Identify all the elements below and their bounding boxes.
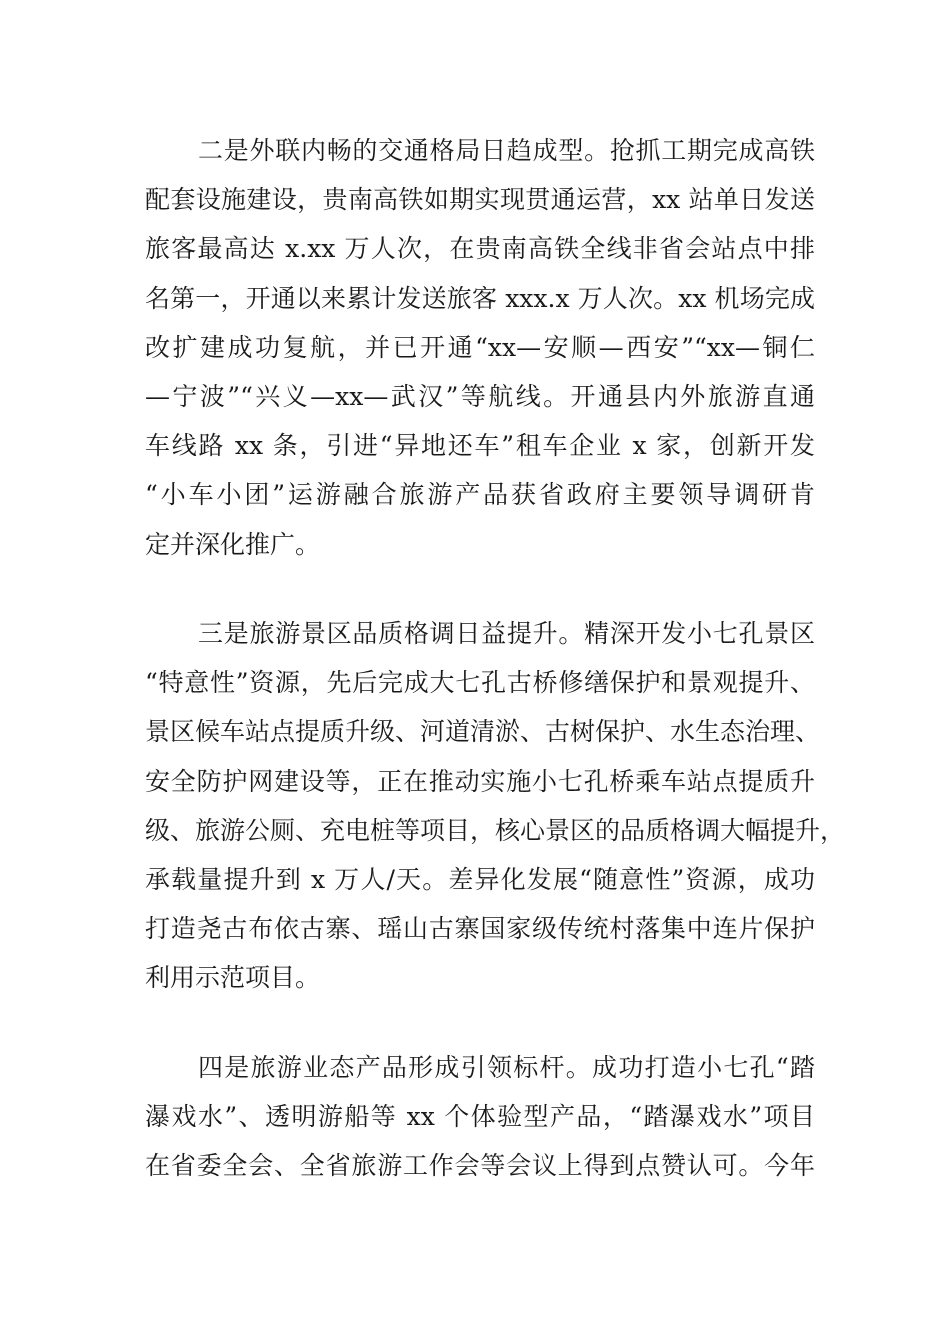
text-line: 定并深化推广。 — [145, 529, 321, 559]
text-line: 二是外联内畅的交通格局日趋成型。抢抓工期完成高铁 — [198, 136, 815, 165]
paragraph-transport — [145, 126, 815, 569]
text-line: 利用示范项目。 — [145, 963, 321, 993]
text-line: 瀑戏水”、透明游船等 xx 个体验型产品，“踏瀑戏水”项目 — [145, 1102, 815, 1132]
paragraph-scenic-quality — [145, 609, 846, 1003]
text-line: 改扩建成功复航，并已开通“xx—安顺—西安”“xx—铜仁 — [145, 332, 815, 362]
text-line: 打造尧古布依古寨、瑶山古寨国家级传统村落集中连片保护 — [145, 914, 815, 944]
paragraph-tourism-products — [145, 1043, 815, 1191]
text-line: 在省委全会、全省旅游工作会等会议上得到点赞认可。今年 — [145, 1151, 815, 1181]
text-line: 承载量提升到 x 万人/天。差异化发展“随意性”资源，成功 — [145, 864, 815, 894]
text-line: “小车小团”运游融合旅游产品获省政府主要领导调研肯 — [145, 480, 815, 510]
text-line: 景区候车站点提质升级、河道清淤、古树保护、水生态治理、 — [145, 717, 821, 747]
text-line: “特意性”资源，先后完成大七孔古桥修缮保护和景观提升、 — [145, 668, 815, 698]
text-line: 旅客最高达 x.xx 万人次，在贵南高铁全线非省会站点中排 — [145, 234, 815, 264]
text-line: 四是旅游业态产品形成引领标杆。成功打造小七孔“踏 — [198, 1053, 815, 1082]
text-line: 三是旅游景区品质格调日益提升。精深开发小七孔景区 — [198, 619, 815, 648]
text-line: —宁波”“兴义—xx—武汉”等航线。开通县内外旅游直通 — [145, 381, 815, 411]
text-line: 配套设施建设，贵南高铁如期实现贯通运营，xx 站单日发送 — [145, 185, 815, 215]
text-line: 车线路 xx 条，引进“异地还车”租车企业 x 家，创新开发 — [145, 431, 815, 461]
text-line: 安全防护网建设等，正在推动实施小七孔桥乘车站点提质升 — [145, 766, 815, 796]
text-line: 级、旅游公厕、充电桩等项目，核心景区的品质格调大幅提升， — [145, 815, 846, 845]
text-line: 名第一，开通以来累计发送旅客 xxx.x 万人次。xx 机场完成 — [145, 283, 815, 313]
